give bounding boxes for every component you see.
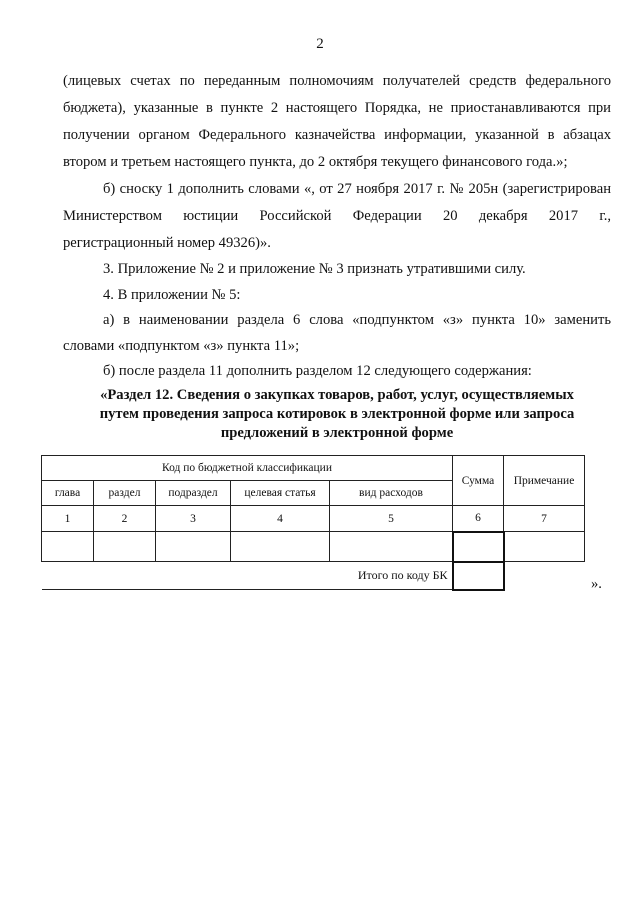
column-number: 3 [156, 506, 231, 532]
table-row [42, 532, 585, 562]
paragraph-line: б) после раздела 11 дополнить разделом 12 следующего содержания: [103, 363, 532, 379]
paragraph-line: втором и третьем настоящего пункта, до 2 октября текущего финансового года.»; [63, 154, 568, 170]
target-item-header: целевая статья [231, 481, 330, 506]
paragraph-line: 3. Приложение № 2 и приложение № 3 признать утратившими силу. [103, 261, 526, 277]
paragraph-line: Министерством юстиции Российской Федерации 20 декабря 2017 г., [63, 208, 611, 224]
expense-type-header: вид расходов [330, 481, 453, 506]
column-number-row [42, 506, 585, 532]
budget-classification-table [41, 455, 585, 591]
column-number: 2 [94, 506, 156, 532]
expense-type-cell [330, 532, 453, 562]
closing-quote: ». [591, 576, 602, 592]
paragraph-line: (лицевых счетах по переданным полномочиям получателей средств федерального [63, 73, 611, 89]
column-number: 6 [453, 506, 504, 532]
bk-code-header: Код по бюджетной классификации [42, 456, 453, 481]
subsection-header: подраздел [156, 481, 231, 506]
section-header: раздел [94, 481, 156, 506]
paragraph-line: получении органом Федерального казначейства информации, указанной в абзацах [63, 127, 611, 143]
total-note-cell [504, 562, 585, 590]
sum-header: Сумма [453, 456, 504, 506]
note-cell [504, 532, 585, 562]
column-number: 7 [504, 506, 585, 532]
sum-cell [453, 532, 504, 562]
paragraph-line: б) сноску 1 дополнить словами «, от 27 ноября 2017 г. № 205н (зарегистрирован [103, 181, 611, 197]
section-heading-line: «Раздел 12. Сведения о закупках товаров, работ, услуг, осуществляемых [100, 387, 574, 403]
total-sum-cell [453, 562, 504, 590]
paragraph-line: словами «подпунктом «з» пункта 11»; [63, 338, 300, 354]
total-row [42, 562, 585, 590]
table-header-row [42, 456, 585, 481]
paragraph-line: бюджета), указанные в пункте 2 настоящего Порядка, не приостанавливаются при [63, 100, 611, 116]
section-cell [94, 532, 156, 562]
paragraph-line: регистрационный номер 49326)». [63, 235, 271, 251]
target-item-cell [231, 532, 330, 562]
page-number: 2 [316, 36, 324, 52]
subsection-cell [156, 532, 231, 562]
paragraph-line: 4. В приложении № 5: [103, 287, 241, 303]
section-heading [63, 386, 611, 443]
chapter-header: глава [42, 481, 94, 506]
column-number: 5 [330, 506, 453, 532]
chapter-cell [42, 532, 94, 562]
section-heading-line: предложений в электронной форме [220, 425, 454, 441]
column-number: 1 [42, 506, 94, 532]
total-label: Итого по коду БК [42, 562, 453, 590]
paragraph-line: а) в наименовании раздела 6 слова «подпунктом «з» пункта 10» заменить [103, 312, 611, 328]
note-header: Примечание [504, 456, 585, 506]
column-number: 4 [231, 506, 330, 532]
section-heading-line: путем проведения запроса котировок в электронной форме или запроса [99, 406, 575, 422]
